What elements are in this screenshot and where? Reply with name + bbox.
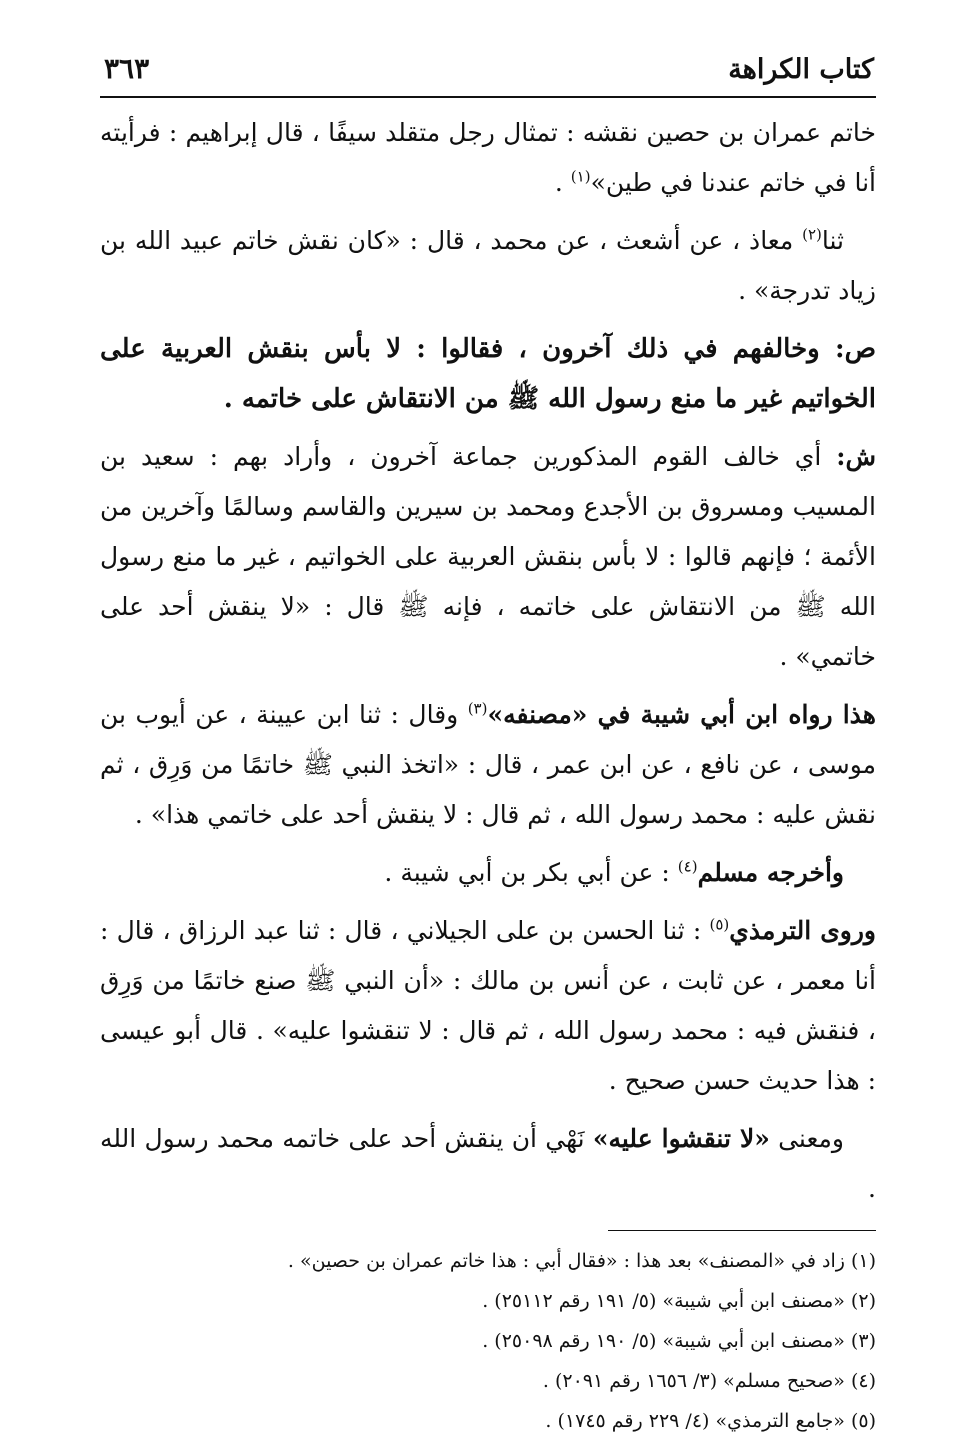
footnote-ref: (٢): [802, 225, 822, 244]
page-body: [100, 108, 876, 1214]
paragraph-1: خاتم عمران بن حصين نقشه : تمثال رجل متقلد سيفًا ، قال إبراهيم : فرأيته أنا في خاتم عندنا في طين»$^{(١)}$ .: [100, 118, 876, 197]
page-header: [100, 40, 876, 98]
lead-phrase: وأخرجه مسلم: [697, 858, 844, 887]
footnote-1: (١) زاد في «المصنف» بعد هذا : «فقال أبي : هذا خاتم عمران بن حصين» .: [287, 1250, 876, 1272]
running-title: كتاب الكراهة: [728, 54, 874, 85]
footnote-ref: (٤): [677, 857, 698, 876]
footnote-3: (٣) «مصنف ابن أبي شيبة» (٥/ ١٩٠ رقم ٢٥٠٩٨) .: [482, 1330, 876, 1352]
paragraph-muslim: وأخرجه مسلم$^{(٤)}$ : عن أبي بكر بن أبي شيبة .: [384, 857, 844, 887]
footnote-ref: (٣): [467, 699, 488, 718]
paragraph-ibn-abi-shayba: هذا رواه ابن أبي شيبة في «مصنفه»$^{(٣)}$ وقال : ثنا ابن عيينة ، عن أيوب بن موسى ، عن نافع ، عن ابن عمر ، قال : «اتخذ النبي ﷺ خاتمًا من وَرِق ، ثم نقش عليه : محمد رسول الله ، ثم قال : لا ينقش أحد على خاتمي هذا» .: [100, 699, 876, 829]
paragraph-2: ثنا$^{(٢)}$ معاذ ، عن أشعث ، عن محمد ، قال : «كان نقش خاتم عبيد الله بن زياد تدرجة» .: [100, 225, 876, 305]
lead-phrase: وروى الترمذي: [729, 916, 876, 945]
footnote-divider: [608, 1230, 876, 1231]
footnotes-list: [100, 1241, 876, 1441]
footnote-5: (٥) «جامع الترمذي» (٤/ ٢٢٩ رقم ١٧٤٥) .: [545, 1410, 876, 1432]
footnote-2: (٢) «مصنف ابن أبي شيبة» (٥/ ١٩١ رقم ٢٥١١٢) .: [482, 1290, 876, 1312]
footnote-ref: (١): [570, 167, 591, 186]
lead-phrase: «لا تنقشوا عليه»: [592, 1124, 770, 1153]
paragraph-tirmidhi: وروى الترمذي$^{(٥)}$ : ثنا الحسن بن على الجيلاني ، قال : ثنا عبد الرزاق ، قال : أنا معمر ، عن ثابت ، عن أنس بن مالك : «أن النبي ﷺ صنع خاتمًا من وَرِق ، فنقش فيه : محمد رسول الله ، ثم قال : لا تنقشوا عليه» . قال أبو عيسى : هذا حديث حسن صحيح .: [100, 915, 876, 1095]
sharh-paragraph: ش: أي خالف القوم المذكورين جماعة آخرون ، وأراد بهم : سعيد بن المسيب ومسروق بن الأجدع ومحمد بن سيرين والقاسم وسالمًا وآخرين من الأئمة ؛ فإنهم قالوا : لا بأس بنقش العربية على الخواتيم ، غير ما منع رسول الله ﷺ من الانتقاش على خاتمه ، فإنه ﷺ قال : «لا ينقش أحد على خاتمي» .: [100, 442, 877, 671]
page-number: ٣٦٣: [104, 52, 150, 85]
lead-phrase: هذا رواه ابن أبي شيبة في «مصنفه»: [487, 700, 876, 729]
book-page: [100, 40, 877, 1432]
paragraph-meaning: ومعنى «لا تنقشوا عليه» نَهْي أن ينقش أحد على خاتمه محمد رسول الله .: [100, 1124, 876, 1203]
footnote-4: (٤) «صحيح مسلم» (٣/ ١٦٥٦ رقم ٢٠٩١) .: [542, 1370, 876, 1392]
sharh-marker: ش:: [836, 442, 876, 471]
matn-paragraph: ص: وخالفهم في ذلك آخرون ، فقالوا : لا بأس بنقش العربية على الخواتيم غير ما منع رسول الله ﷺ من الانتقاش على خاتمه .: [100, 334, 876, 414]
footnote-ref: (٥): [709, 915, 730, 934]
